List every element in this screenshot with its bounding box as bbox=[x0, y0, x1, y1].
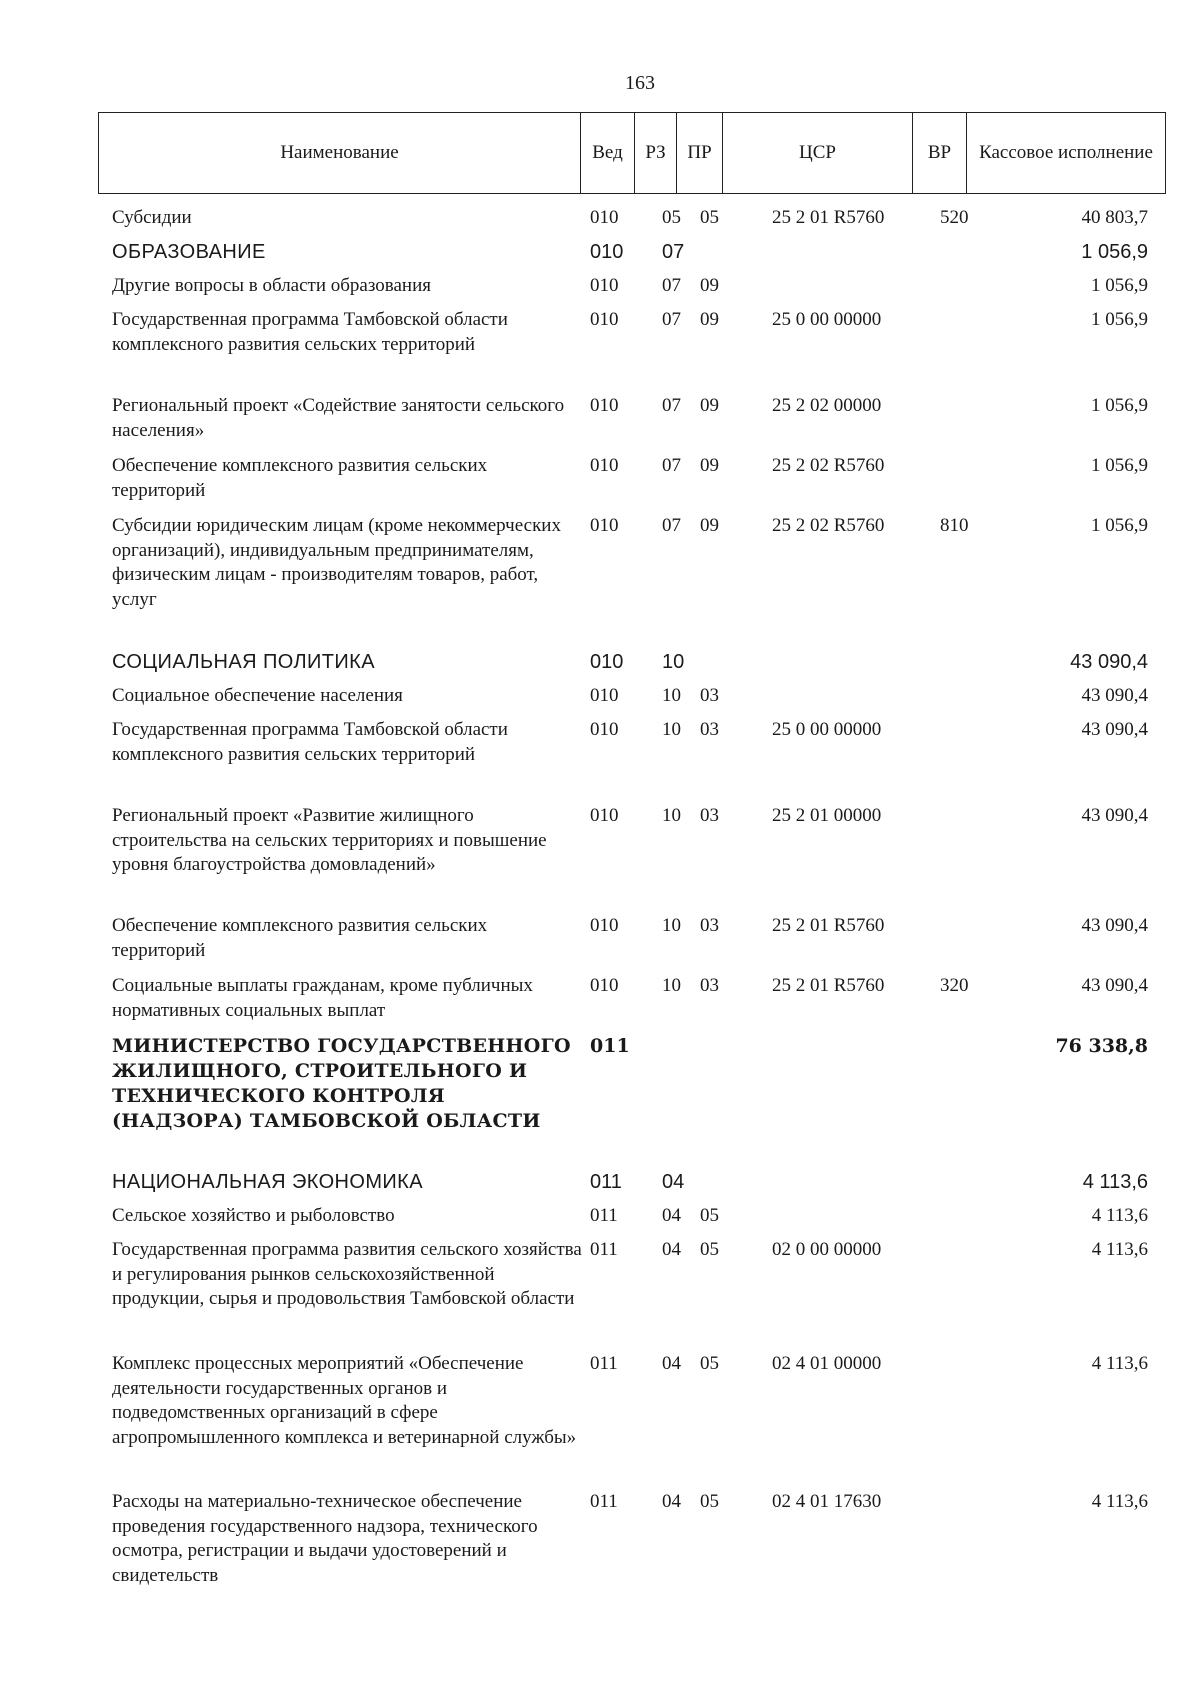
row-pr: 03 bbox=[700, 975, 719, 996]
row-ved: 010 bbox=[590, 685, 619, 706]
row-csr: 25 0 00 00000 bbox=[772, 309, 882, 330]
row-rz: 04 bbox=[662, 1353, 681, 1374]
row-pr: 05 bbox=[700, 207, 719, 228]
row-sum: 76 338,8 bbox=[1055, 1035, 1148, 1057]
row-ved: 010 bbox=[590, 309, 619, 330]
row-rz: 05 bbox=[662, 207, 681, 228]
row-name: ОБРАЗОВАНИЕ bbox=[112, 241, 266, 263]
row-ved: 011 bbox=[590, 1171, 622, 1193]
row-vr: 810 bbox=[940, 515, 969, 536]
row-rz: 07 bbox=[662, 455, 681, 476]
row-name: Комплекс процессных мероприятий «Обеспечение деятельности государственных органов и подведомственных организаций в сфере агропромышленного комплекса и ветеринарной службы» bbox=[112, 1353, 577, 1448]
row-sum: 43 090,4 bbox=[1081, 975, 1148, 996]
row-name: Государственная программа развития сельского хозяйства и регулирования рынков сельскохозяйственной продукции, сырья и продовольствия Тамбовской области bbox=[112, 1239, 582, 1309]
row-sum: 1 056,9 bbox=[1091, 515, 1148, 536]
row-csr: 25 2 01 R5760 bbox=[772, 207, 885, 228]
row-csr: 25 2 01 R5760 bbox=[772, 975, 885, 996]
row-name: Государственная программа Тамбовской области комплексного развития сельских территорий bbox=[112, 309, 508, 355]
row-rz: 10 bbox=[662, 685, 681, 706]
row-ved: 011 bbox=[590, 1491, 618, 1512]
row-sum: 4 113,6 bbox=[1091, 1205, 1148, 1226]
row-rz: 07 bbox=[662, 275, 681, 296]
row-rz: 10 bbox=[662, 805, 681, 826]
row-rz: 07 bbox=[662, 515, 681, 536]
page-number: 163 bbox=[625, 72, 655, 94]
header-pr: ПР bbox=[677, 113, 723, 193]
row-csr: 25 0 00 00000 bbox=[772, 719, 882, 740]
row-pr: 03 bbox=[700, 685, 719, 706]
row-csr: 25 2 02 R5760 bbox=[772, 455, 885, 476]
row-pr: 05 bbox=[700, 1353, 719, 1374]
row-ved: 010 bbox=[590, 975, 619, 996]
row-ved: 010 bbox=[590, 805, 619, 826]
row-name: Субсидии bbox=[112, 207, 192, 228]
row-sum: 43 090,4 bbox=[1081, 915, 1148, 936]
row-vr: 320 bbox=[940, 975, 969, 996]
row-csr: 02 0 00 00000 bbox=[772, 1239, 882, 1260]
row-pr: 09 bbox=[700, 455, 719, 476]
row-rz: 04 bbox=[662, 1205, 681, 1226]
row-name: Сельское хозяйство и рыболовство bbox=[112, 1205, 395, 1226]
row-pr: 03 bbox=[700, 719, 719, 740]
row-name: МИНИСТЕРСТВО ГОСУДАРСТВЕННОГО ЖИЛИЩНОГО, СТРОИТЕЛЬНОГО И ТЕХНИЧЕСКОГО КОНТРОЛЯ (НАДЗОРА) ТАМБОВСКОЙ ОБЛАСТИ bbox=[112, 1035, 571, 1132]
row-ved: 011 bbox=[590, 1205, 618, 1226]
row-ved: 010 bbox=[590, 395, 619, 416]
row-pr: 09 bbox=[700, 515, 719, 536]
row-rz: 04 bbox=[662, 1239, 681, 1260]
row-rz: 10 bbox=[662, 975, 681, 996]
row-ved: 010 bbox=[590, 275, 619, 296]
row-sum: 1 056,9 bbox=[1091, 275, 1148, 296]
row-sum: 1 056,9 bbox=[1091, 455, 1148, 476]
row-name: НАЦИОНАЛЬНАЯ ЭКОНОМИКА bbox=[112, 1171, 423, 1193]
header-kassovoe-ispolnenie: Кассовое исполнение bbox=[979, 142, 1153, 163]
header-csr: ЦСР bbox=[723, 113, 913, 193]
header-vr: ВР bbox=[913, 113, 967, 193]
row-sum: 4 113,6 bbox=[1091, 1353, 1148, 1374]
row-sum: 1 056,9 bbox=[1091, 309, 1148, 330]
header-ved: Вед bbox=[581, 113, 635, 193]
row-pr: 09 bbox=[700, 275, 719, 296]
row-rz: 07 bbox=[662, 241, 685, 263]
row-sum: 43 090,4 bbox=[1081, 805, 1148, 826]
row-sum: 1 056,9 bbox=[1081, 241, 1148, 263]
row-name: Другие вопросы в области образования bbox=[112, 275, 431, 296]
row-csr: 25 2 01 R5760 bbox=[772, 915, 885, 936]
row-rz: 07 bbox=[662, 395, 681, 416]
row-rz: 10 bbox=[662, 719, 681, 740]
row-name: Региональный проект «Содействие занятости сельского населения» bbox=[112, 395, 565, 441]
row-name: Субсидии юридическим лицам (кроме некоммерческих организаций), индивидуальным предпринимателям, физическим лицам - производителям товаров, работ, услуг bbox=[112, 515, 561, 610]
row-name: Обеспечение комплексного развития сельских территорий bbox=[112, 915, 488, 961]
row-rz: 07 bbox=[662, 309, 681, 330]
row-csr: 02 4 01 17630 bbox=[772, 1491, 882, 1512]
row-name: Социальные выплаты гражданам, кроме публичных нормативных социальных выплат bbox=[112, 975, 533, 1021]
row-pr: 05 bbox=[700, 1491, 719, 1512]
row-sum: 4 113,6 bbox=[1091, 1491, 1148, 1512]
row-sum: 4 113,6 bbox=[1091, 1239, 1148, 1260]
row-ved: 011 bbox=[590, 1353, 618, 1374]
row-ved: 010 bbox=[590, 207, 619, 228]
row-pr: 03 bbox=[700, 915, 719, 936]
header-rz: РЗ bbox=[635, 113, 677, 193]
row-rz: 04 bbox=[662, 1171, 685, 1193]
row-rz: 04 bbox=[662, 1491, 681, 1512]
row-csr: 25 2 02 00000 bbox=[772, 395, 882, 416]
row-sum: 43 090,4 bbox=[1081, 719, 1148, 740]
row-sum: 4 113,6 bbox=[1082, 1171, 1148, 1193]
row-ved: 010 bbox=[590, 651, 624, 673]
row-pr: 09 bbox=[700, 309, 719, 330]
row-ved: 010 bbox=[590, 455, 619, 476]
row-name: Обеспечение комплексного развития сельских территорий bbox=[112, 455, 488, 501]
row-sum: 40 803,7 bbox=[1081, 207, 1148, 228]
row-csr: 25 2 01 00000 bbox=[772, 805, 882, 826]
row-sum: 43 090,4 bbox=[1081, 685, 1148, 706]
row-sum: 43 090,4 bbox=[1070, 651, 1148, 673]
row-ved: 010 bbox=[590, 915, 619, 936]
row-rz: 10 bbox=[662, 651, 685, 673]
row-ved: 010 bbox=[590, 719, 619, 740]
row-pr: 09 bbox=[700, 395, 719, 416]
row-name: Региональный проект «Развитие жилищного строительства на сельских территориях и повышение уровня благоустройства домовладений» bbox=[112, 805, 547, 875]
row-pr: 03 bbox=[700, 805, 719, 826]
row-vr: 520 bbox=[940, 207, 969, 228]
row-sum: 1 056,9 bbox=[1091, 395, 1148, 416]
row-name: Социальное обеспечение населения bbox=[112, 685, 403, 706]
header-name: Наименование bbox=[99, 113, 581, 193]
row-rz: 10 bbox=[662, 915, 681, 936]
row-csr: 02 4 01 00000 bbox=[772, 1353, 882, 1374]
row-name: СОЦИАЛЬНАЯ ПОЛИТИКА bbox=[112, 651, 375, 673]
row-ved: 011 bbox=[590, 1239, 618, 1260]
row-name: Государственная программа Тамбовской области комплексного развития сельских территорий bbox=[112, 719, 508, 765]
row-ved: 010 bbox=[590, 515, 619, 536]
row-ved: 010 bbox=[590, 241, 624, 263]
row-name: Расходы на материально-техническое обеспечение проведения государственного надзора, технического осмотра, регистрации и выдачи удостоверений и свидетельств bbox=[112, 1491, 538, 1586]
row-csr: 25 2 02 R5760 bbox=[772, 515, 885, 536]
row-pr: 05 bbox=[700, 1239, 719, 1260]
row-pr: 05 bbox=[700, 1205, 719, 1226]
row-ved: 011 bbox=[590, 1035, 630, 1057]
